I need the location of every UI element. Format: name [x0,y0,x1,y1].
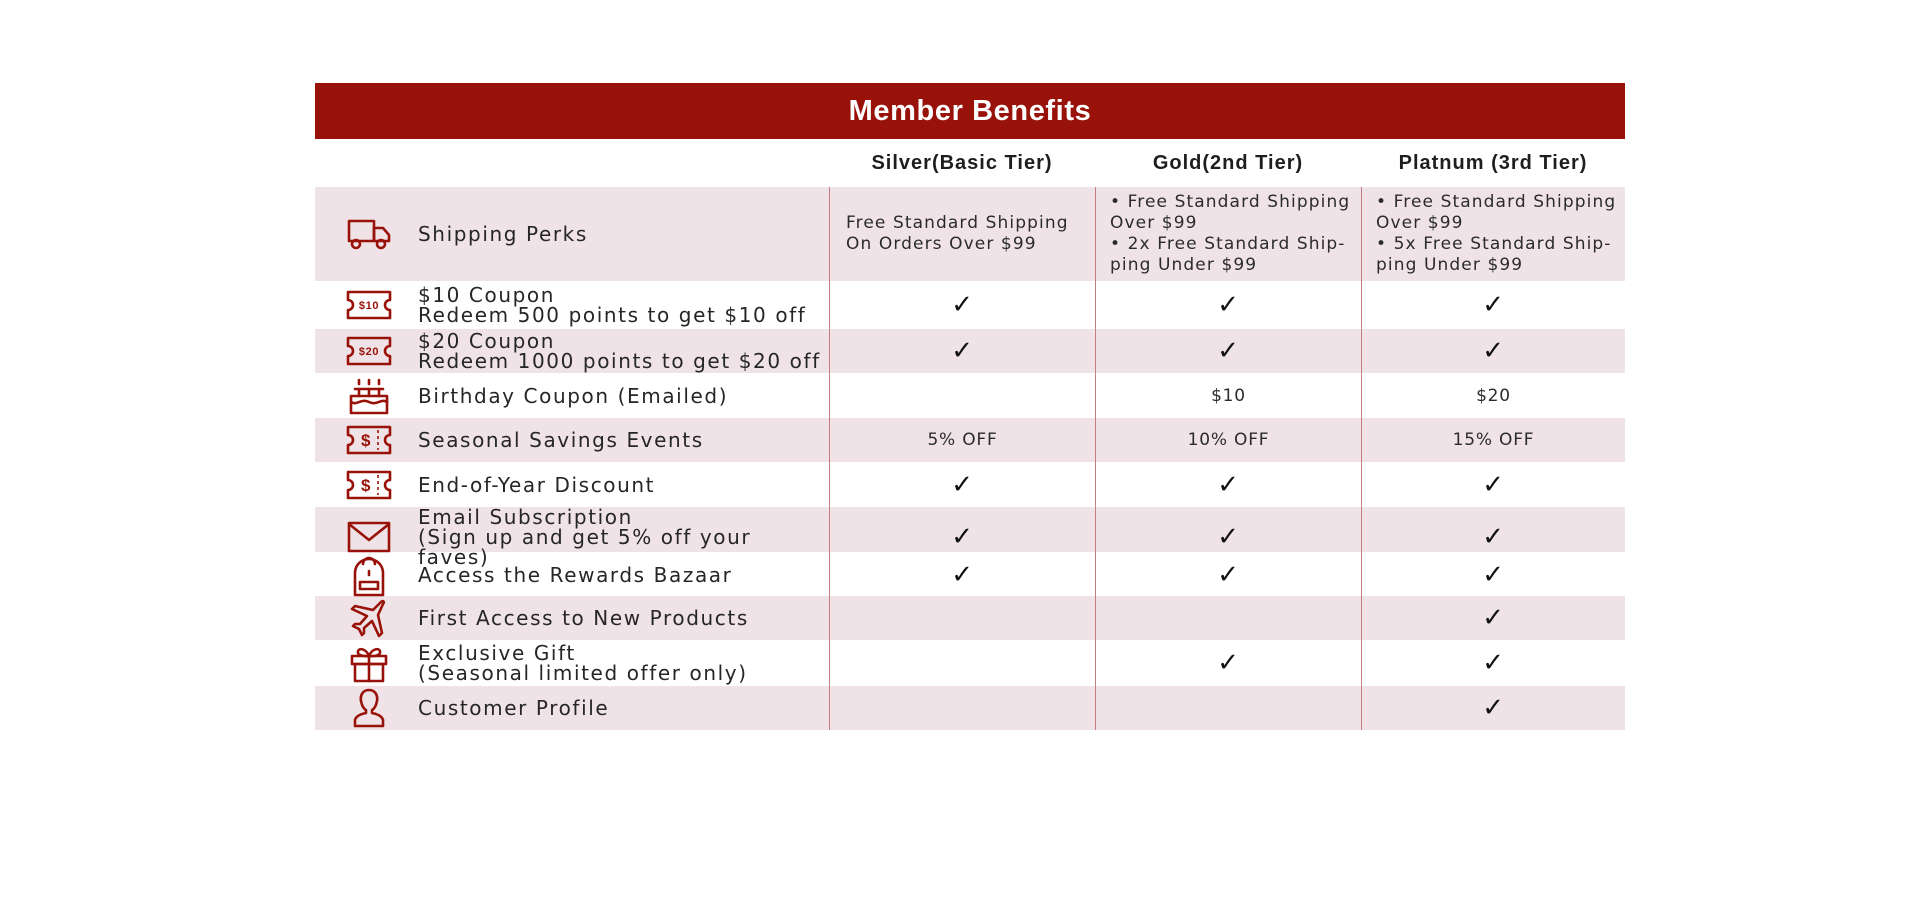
tier-cell-platinum [1361,187,1625,281]
benefit-label [418,472,656,497]
table-title: Member Benefits [315,83,1625,139]
tier-cell-silver [829,552,1095,598]
checkmark-icon: ✓ [1482,469,1505,500]
tier-cell-silver [829,329,1095,373]
checkmark-icon: ✓ [1482,603,1505,633]
shipping-detail-line: • 5x Free Standard Ship- [1376,234,1612,254]
tier-cell-platinum [1361,640,1625,686]
shipping-detail-line: Over $99 [1110,213,1198,233]
checkmark-icon: ✓ [1217,522,1240,552]
benefit-label [418,383,729,408]
checkmark-icon: ✓ [951,469,974,500]
benefit-label [418,430,704,450]
benefit-label [418,331,821,371]
benefit-label [418,565,732,585]
benefit-label [418,643,748,683]
benefit-rows [315,187,1625,730]
shipping-detail-line: Free Standard Shipping [846,213,1069,233]
dollar-ticket-icon [335,424,403,456]
user-profile-icon [335,687,403,729]
tier-cell-silver [829,686,1095,730]
benefit-label [418,285,806,325]
checkmark-icon: ✓ [1217,469,1240,500]
table-row [315,329,1625,373]
benefit-cell [315,686,829,730]
tier-value: 5% OFF [927,430,998,450]
table-row [315,596,1625,640]
benefit-label-line: Access the Rewards Bazaar [418,563,733,587]
tier-cell-platinum [1361,281,1625,329]
shipping-details [1376,192,1616,276]
tier-cell-silver [829,640,1095,686]
table-row [315,686,1625,730]
tier-cell-gold [1095,373,1361,418]
checkmark-icon: ✓ [1482,648,1505,678]
table-row [315,187,1625,281]
benefit-cell [315,373,829,418]
shipping-detail-line: ping Under $99 [1376,255,1524,275]
tier-value: 15% OFF [1452,430,1535,450]
benefit-label-line: Shipping Perks [418,222,588,246]
shipping-detail-line: • Free Standard Shipping [1376,192,1617,212]
gift-icon [335,642,403,684]
checkmark-icon: ✓ [1482,522,1505,552]
table-row [315,418,1625,462]
table-row [315,640,1625,686]
tier-value: 10% OFF [1187,430,1270,450]
tier-header-row [315,139,1625,187]
benefit-label [418,608,749,628]
checkmark-icon: ✓ [1482,693,1505,723]
benefit-label-line: Redeem 1000 points to get $20 off [418,349,821,373]
shopping-bag-icon [335,552,403,598]
member-benefits-table [315,83,1625,730]
tier-cell-gold [1095,187,1361,281]
benefit-label-line: $20 Coupon [418,329,556,353]
shipping-details [1110,192,1350,276]
checkmark-icon: ✓ [951,522,974,552]
coupon-20-icon [335,335,403,367]
tier-cell-gold [1095,462,1361,507]
benefit-label-line: Customer Profile [418,696,610,720]
tier-cell-platinum [1361,686,1625,730]
benefit-label-line: First Access to New Products [418,606,749,630]
tier-cell-gold [1095,552,1361,598]
shipping-detail-line: On Orders Over $99 [846,234,1037,254]
tier-cell-gold [1095,686,1361,730]
tier-cell-silver [829,418,1095,462]
benefit-cell [315,281,829,329]
tier-cell-platinum [1361,462,1625,507]
table-row [315,552,1625,596]
benefit-label-line: Exclusive Gift [418,641,576,665]
benefit-cell [315,418,829,462]
checkmark-icon: ✓ [1217,290,1240,320]
benefit-cell [315,596,829,640]
benefit-cell [315,329,829,373]
checkmark-icon: ✓ [951,560,974,590]
benefit-label-line: Email Subscription [418,505,633,529]
svg-text:$: $ [360,431,372,450]
table-row [315,462,1625,507]
tier-cell-silver [829,596,1095,640]
svg-text:$: $ [360,475,372,495]
checkmark-icon: ✓ [951,290,974,320]
checkmark-icon: ✓ [951,336,974,366]
tier-header-silver: Silver(Basic Tier) [871,151,1053,174]
shipping-detail-line: Over $99 [1376,213,1464,233]
shipping-detail-line: ping Under $99 [1110,255,1258,275]
svg-text:$20: $20 [358,346,380,358]
checkmark-icon: ✓ [1482,336,1505,366]
tier-header-platinum: Platnum (3rd Tier) [1398,151,1588,174]
dollar-ticket-icon [335,469,403,501]
benefit-label-line: (Seasonal limited offer only) [418,661,748,685]
benefit-label-line: Seasonal Savings Events [418,428,704,452]
shipping-detail-line: • 2x Free Standard Ship- [1110,234,1346,254]
airplane-icon [335,598,403,638]
tier-cell-gold [1095,418,1361,462]
benefit-label-line: Redeem 500 points to get $10 off [418,303,807,327]
tier-value: $10 [1211,385,1246,406]
tier-cell-silver [829,462,1095,507]
truck-icon [335,217,403,251]
benefit-label [418,698,609,718]
benefit-cell [315,187,829,281]
tier-header-gold: Gold(2nd Tier) [1152,151,1304,174]
table-row [315,373,1625,418]
benefit-cell [315,552,829,598]
benefit-cell [315,462,829,507]
tier-cell-platinum [1361,596,1625,640]
tier-cell-platinum [1361,373,1625,418]
tier-value: $20 [1476,385,1511,406]
tier-cell-gold [1095,640,1361,686]
envelope-icon [335,520,403,554]
checkmark-icon: ✓ [1217,560,1240,590]
benefit-label-line: End-of-Year Discount [418,472,656,497]
tier-cell-platinum [1361,418,1625,462]
tier-cell-gold [1095,329,1361,373]
tier-cell-silver [829,281,1095,329]
benefit-label-line: (Sign up and get 5% off your faves) [418,525,752,569]
table-row [315,505,1625,569]
checkmark-icon: ✓ [1217,648,1240,678]
tier-cell-silver [829,187,1095,281]
tier-cell-gold [1095,596,1361,640]
shipping-details [846,213,1069,255]
benefit-label [418,224,588,244]
birthday-cake-icon [335,376,403,416]
checkmark-icon: ✓ [1482,290,1505,320]
benefit-label-line: Birthday Coupon (Emailed) [418,383,729,408]
checkmark-icon: ✓ [1482,560,1505,590]
svg-text:$10: $10 [358,300,380,312]
checkmark-icon: ✓ [1217,336,1240,366]
table-row [315,281,1625,329]
tier-cell-gold [1095,281,1361,329]
tier-cell-platinum [1361,329,1625,373]
benefit-label-line: $10 Coupon [418,283,556,307]
tier-cell-silver [829,373,1095,418]
coupon-10-icon [335,289,403,321]
shipping-detail-line: • Free Standard Shipping [1110,192,1351,212]
benefit-cell [315,640,829,686]
tier-cell-platinum [1361,552,1625,598]
